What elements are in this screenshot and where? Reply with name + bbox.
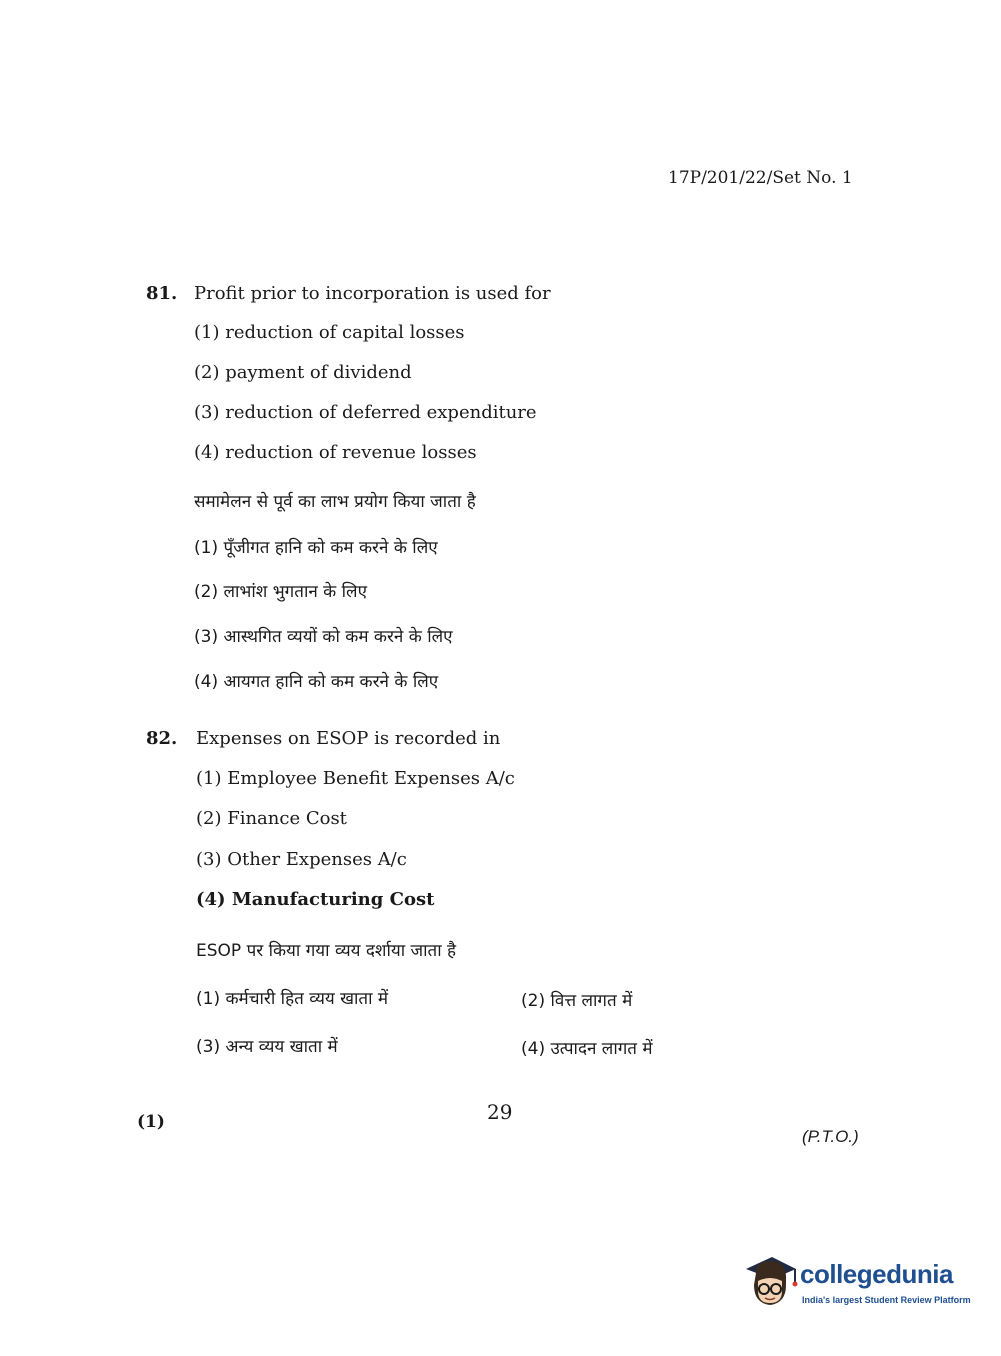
option-hindi: (2) वित्त लागत में [521, 991, 633, 1011]
pto-label: (P.T.O.) [802, 1127, 859, 1146]
logo-name: collegedunia [800, 1259, 953, 1289]
option: (1) reduction of capital losses [194, 322, 465, 343]
option: (3) Other Expenses A/c [196, 849, 407, 870]
option: (2) payment of dividend [194, 362, 412, 383]
option-hindi: (4) उत्पादन लागत में [521, 1039, 653, 1059]
option-hindi: (1) पूँजीगत हानि को कम करने के लिए [194, 538, 438, 558]
question-number: 82. [146, 728, 178, 749]
set-number: 17P/201/22/Set No. 1 [668, 168, 853, 188]
mascot-icon [742, 1255, 800, 1315]
option-hindi: (3) अन्य व्यय खाता में [196, 1037, 338, 1057]
page-number: 29 [487, 1100, 513, 1124]
option: (3) reduction of deferred expenditure [194, 402, 537, 423]
option-hindi: (3) आस्थगित व्ययों को कम करने के लिए [194, 627, 453, 647]
option-hindi: (1) कर्मचारी हित व्यय खाता में [196, 989, 389, 1009]
option: (1) Employee Benefit Expenses A/c [196, 768, 515, 789]
option: (2) Finance Cost [196, 808, 347, 829]
logo-tagline: India's largest Student Review Platform [802, 1295, 971, 1305]
question-text-hindi: ESOP पर किया गया व्यय दर्शाया जाता है [196, 941, 457, 961]
collegedunia-logo [742, 1255, 972, 1315]
question-text: Profit prior to incorporation is used for [194, 283, 551, 304]
question-text: Expenses on ESOP is recorded in [196, 728, 501, 749]
question-text-hindi: समामेलन से पूर्व का लाभ प्रयोग किया जाता है [194, 492, 476, 512]
option: (4) Manufacturing Cost [196, 889, 435, 910]
footer-left-mark: (1) [137, 1112, 165, 1132]
option-hindi: (4) आयगत हानि को कम करने के लिए [194, 672, 439, 692]
option: (4) reduction of revenue losses [194, 442, 477, 463]
question-number: 81. [146, 283, 178, 304]
option-hindi: (2) लाभांश भुगतान के लिए [194, 582, 367, 602]
